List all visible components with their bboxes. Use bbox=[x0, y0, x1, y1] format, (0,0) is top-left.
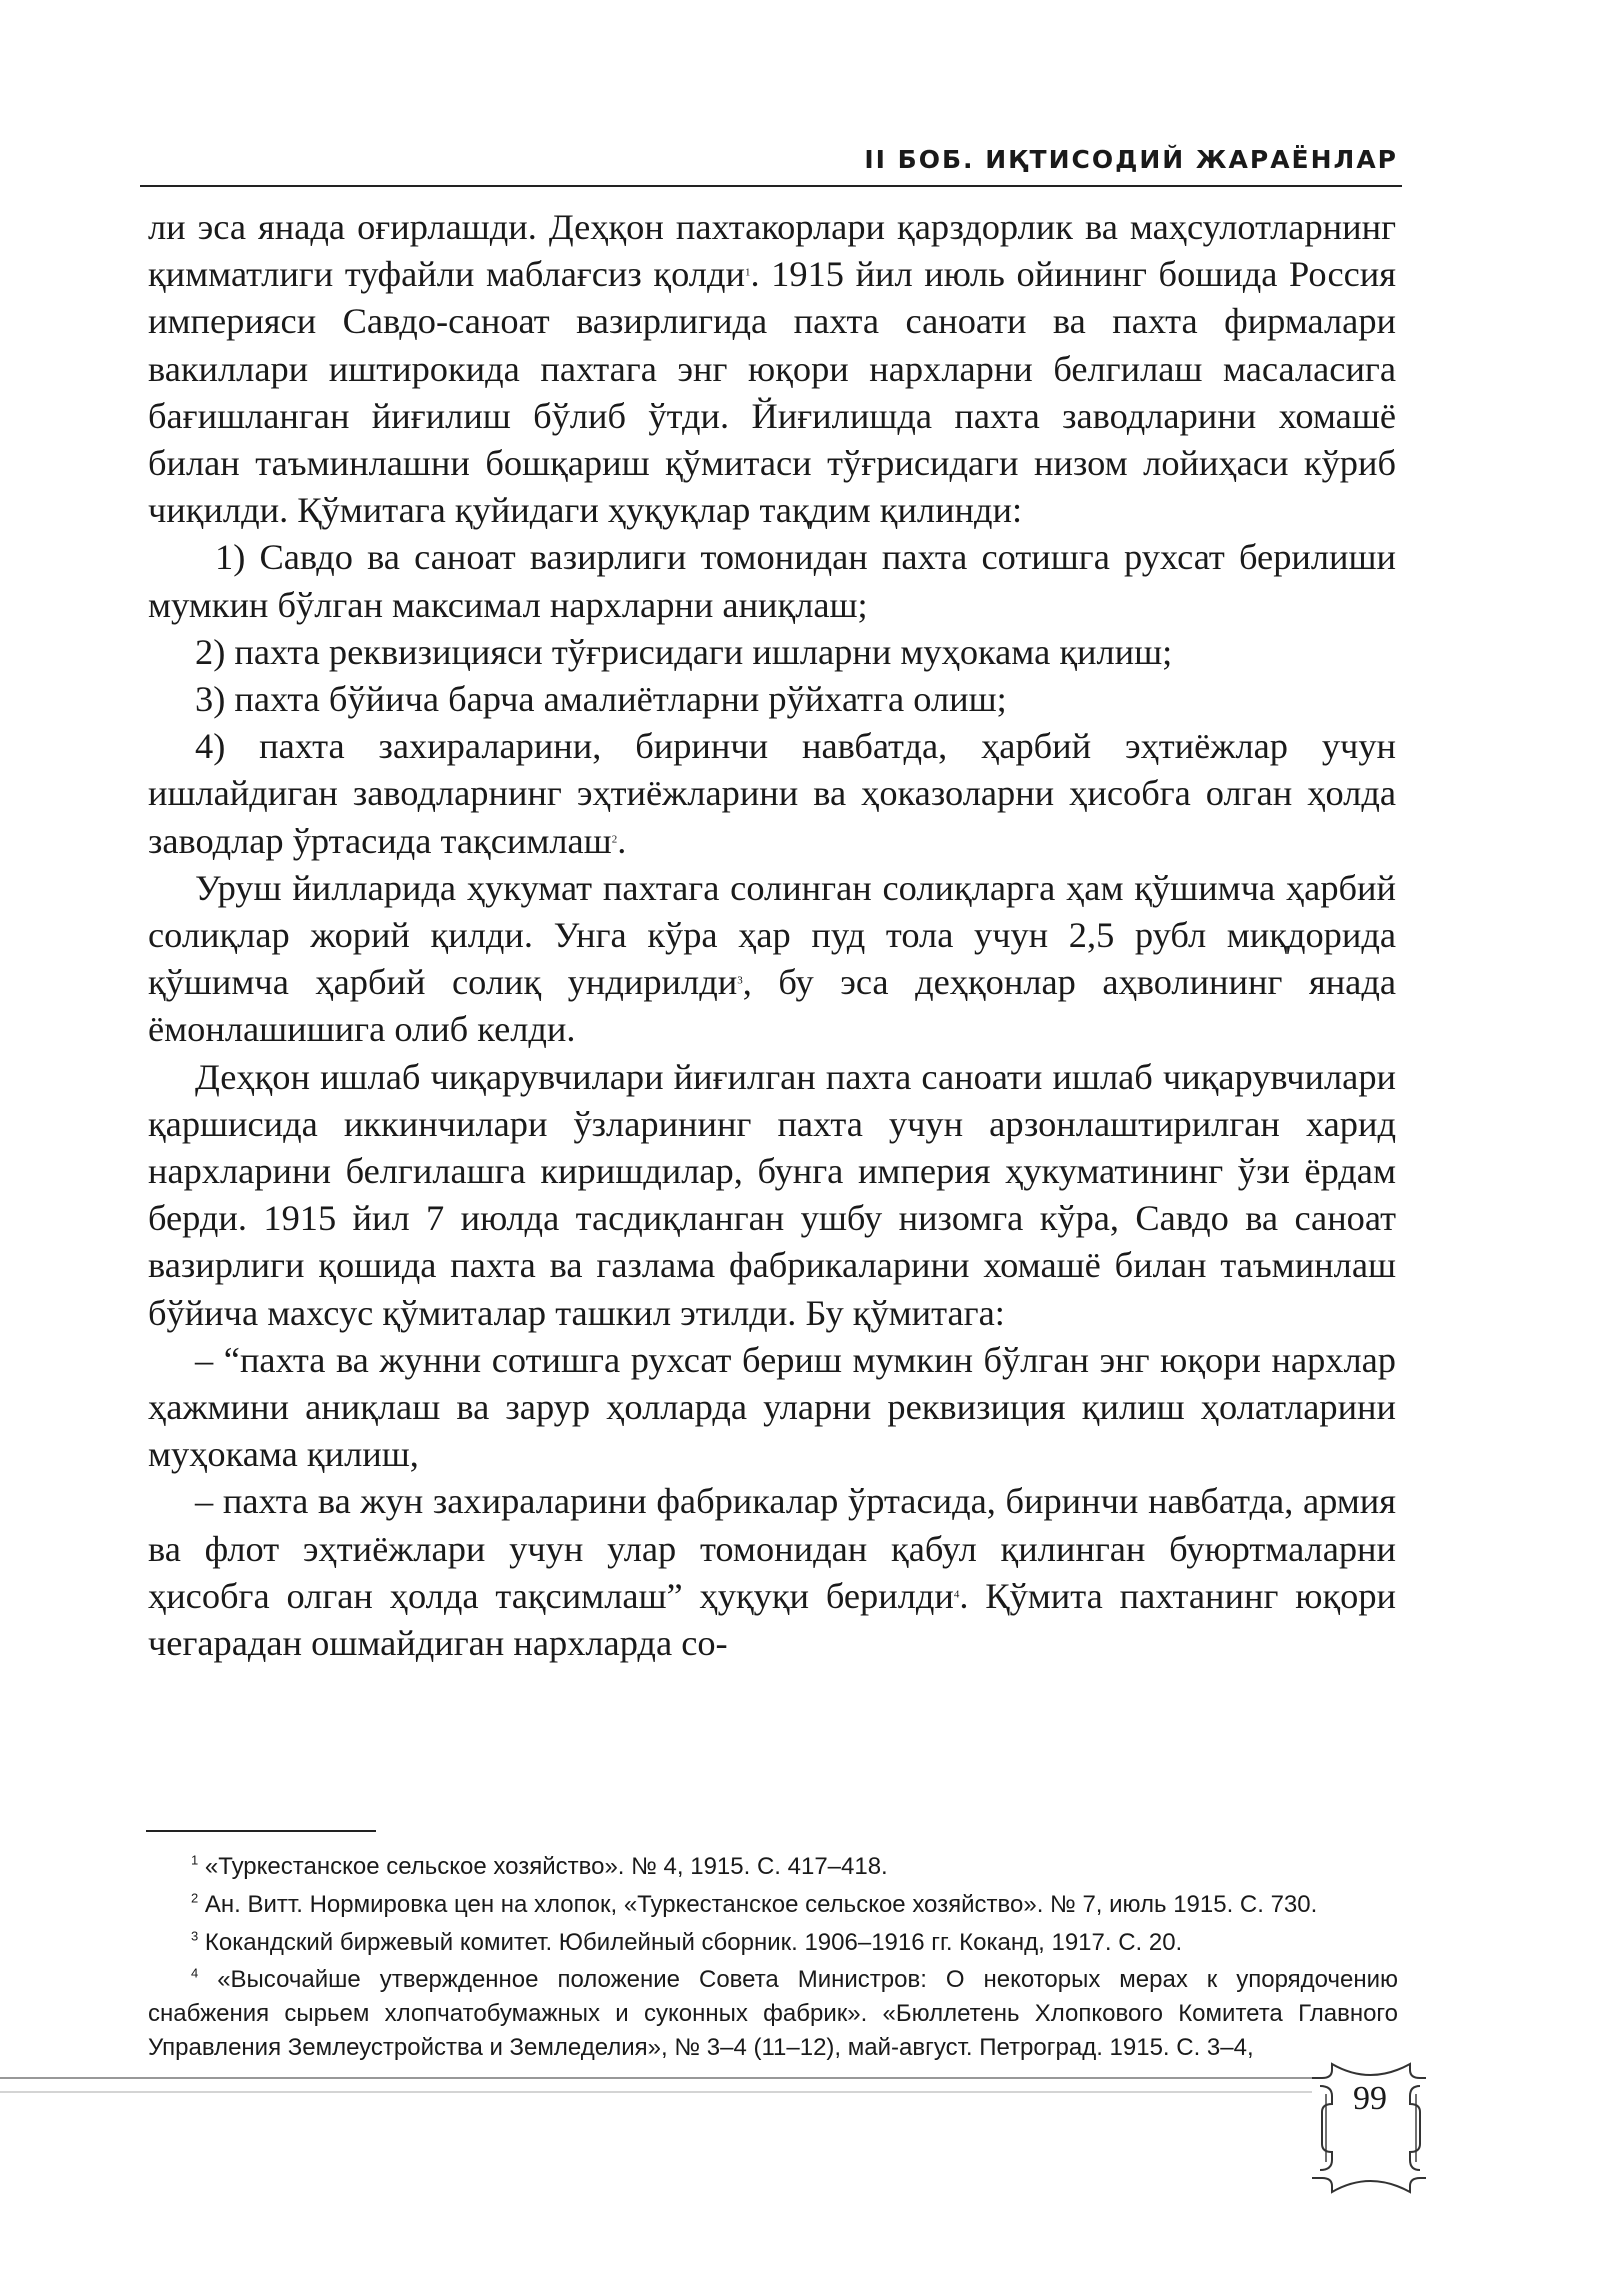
list-item-2: 2) пахта реквизицияси тўғрисидаги ишларни муҳокама қилиш; bbox=[195, 631, 1173, 672]
paragraph-1 bbox=[148, 204, 1396, 534]
footnote-ref-1: 1 bbox=[744, 266, 751, 279]
footnote-3 bbox=[148, 1926, 1398, 1960]
dash-item-2 bbox=[148, 1478, 1396, 1667]
footnote-ref-3: 3 bbox=[737, 974, 743, 987]
paragraph-2-part-a: Уруш йилларида ҳукумат пахтага солинган солиқларга ҳам қўшимча ҳарбий солиқлар жорий қилди. Унга кўра ҳар пуд тола учун 2,5 рубл миқдорида қўшимча ҳарбий солиқ ундирилди bbox=[148, 867, 1396, 1003]
footnote-ref-4: 4 bbox=[953, 1588, 960, 1601]
list-item-4-text: 4) пахта захираларини, биринчи навбатда, ҳарбий эҳтиёжлар учун ишлайдиган заводларнинг эҳтиёжларини ва ҳоказоларни ҳисобга олган ҳолда заводлар ўртасида тақсимлаш bbox=[148, 726, 1396, 861]
dash-item-1: – “пахта ва жунни сотишга рухсат бериш мумкин бўлган энг юқори нархлар ҳажмини аниқлаш ва зарур ҳолларда уларни реквизиция қилиш ҳолатларини муҳокама қилиш, bbox=[148, 1339, 1396, 1475]
footnote-text: «Туркестанское сельское хозяйство». № 4, 1915. С. 417–418. bbox=[204, 1853, 888, 1880]
paragraph-1-part-b: . 1915 йил июль ойининг бошида Россия империяси Савдо-саноат вазирлигида пахта саноати ва пахта фирмалари вакиллари иштирокида пахтага энг юқори нархларни белгилаш масаласига бағишланган йиғилиш бўлиб ўтди. Йиғилишда пахта заводларини хомашё билан таъминлашни бошқариш қўмитаси тўғрисидаги низом лойиҳаси кўриб чиқилди. Қўмитага қуйидаги ҳуқуқлар тақдим қилинди: bbox=[148, 254, 1397, 531]
footnotes bbox=[148, 1850, 1398, 2065]
list-item-4-end: . bbox=[617, 820, 627, 861]
running-header: II БОБ. ИҚТИСОДИЙ ЖАРАЁНЛАР bbox=[864, 145, 1398, 174]
paragraph-2 bbox=[148, 865, 1396, 1054]
list-item-4 bbox=[148, 723, 1396, 865]
paragraph-1-part-a: ли эса янада оғирлашди. Деҳқон пахтакорлари қарздорлик ва маҳсулотларнинг қимматлиги туфайли маблағсиз қолди bbox=[148, 207, 1396, 295]
page-number: 99 bbox=[1353, 2080, 1387, 2117]
footnote-1 bbox=[148, 1850, 1398, 1884]
header-rule bbox=[140, 185, 1402, 187]
footnote-number: 2 bbox=[191, 1890, 199, 1906]
dash-item-2-part-a: – пахта ва жун захираларини фабрикалар ўртасида, биринчи навбатда, армия ва флот эҳтиёжлари учун улар томонидан қабул қилинган буюртмаларни ҳисобга олган ҳолда тақсимлаш” ҳуқуқи берилди bbox=[148, 1481, 1396, 1616]
footnote-number: 4 bbox=[191, 1965, 199, 1981]
footnote-text: «Высочайше утвержденное положение Совета Министров: О некоторых мерах к упорядочению снабжения сырьем хлопчатобумажных и суконных фабрик». «Бюллетень Хлопкового Комитета Главного Управления Землеустройства и Земледелия», № 3–4 (11–12), май-август. Петроград. 1915. С. 3–4, bbox=[148, 1966, 1398, 2061]
list-item-1: 1) Савдо ва саноат вазирлиги томонидан пахта сотишга рухсат берилиши мумкин бўлган максимал нархларни аниқлаш; bbox=[148, 537, 1396, 625]
footnote-text: Кокандский биржевый комитет. Юбилейный сборник. 1906–1916 гг. Коканд, 1917. С. 20. bbox=[204, 1928, 1183, 1956]
footnote-text: Ан. Витт. Нормировка цен на хлопок, «Туркестанское сельское хозяйство». № 7, июль 1915. С. 730. bbox=[204, 1890, 1318, 1918]
paragraph-3: Деҳқон ишлаб чиқарувчилари йиғилган пахта саноати ишлаб чиқарувчилари қаршисида иккинчилари ўзларининг пахта учун арзонлаштирилган харид нархларини белгилашга киришдилар, бунга империя ҳукуматининг ўзи ёрдам берди. 1915 йил 7 июлда тасдиқланган ушбу низомга кўра, Савдо ва саноат вазирлиги қошида пахта ва газлама фабрикаларини хомашё билан таъминлаш бўйича махсус қўмиталар ташкил этилди. Бу қўмитага: bbox=[148, 1056, 1396, 1333]
footnote-number: 1 bbox=[191, 1852, 199, 1868]
paragraph-2-part-b: , бу эса деҳқонлар аҳволининг янада ёмонлашишига олиб келди. bbox=[148, 962, 1396, 1050]
footnote-separator bbox=[146, 1830, 376, 1832]
main-text bbox=[148, 204, 1396, 1667]
footnote-ref-2: 2 bbox=[611, 833, 618, 846]
footnote-number: 3 bbox=[191, 1927, 199, 1943]
footnote-4 bbox=[148, 1963, 1398, 2064]
list-item-3: 3) пахта бўйича барча амалиётларни рўйхатга олиш; bbox=[195, 679, 1007, 720]
dash-item-2-part-b: . Қўмита пахтанинг юқори чегарадан ошмайдиган нархларда со- bbox=[148, 1575, 1396, 1664]
footnote-2 bbox=[148, 1888, 1398, 1922]
